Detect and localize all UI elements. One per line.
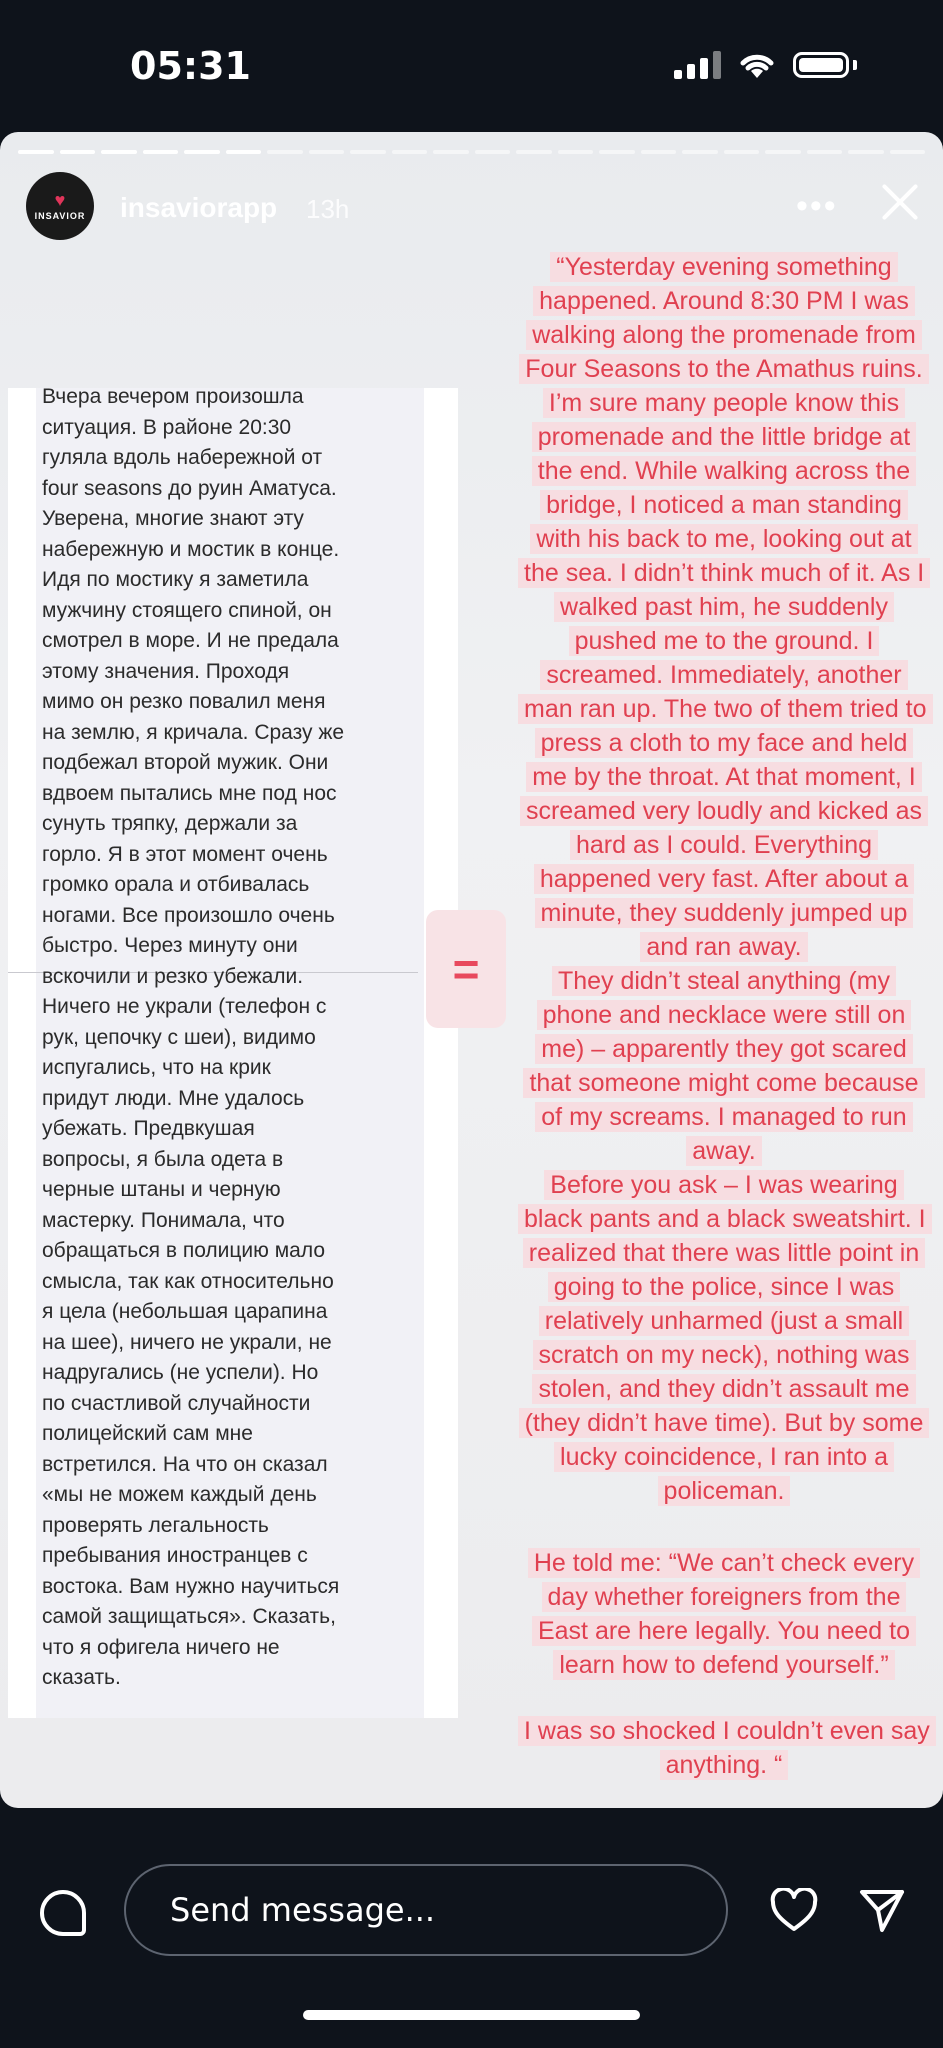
translation-paragraph-4: He told me: “We can’t check every day whether foreigners from the East are here legally. You need to learn how to defend yourself.” xyxy=(518,1546,930,1682)
heart-icon[interactable] xyxy=(770,1888,818,1932)
story-progress-segment xyxy=(267,150,303,154)
story-progress-segment xyxy=(848,150,884,154)
translation-paragraph-2: They didn’t steal anything (my phone and necklace were still on me) – apparently they got scared that someone might come because of my screams. I managed to run away. xyxy=(518,964,930,1168)
equals-sign: = xyxy=(426,910,506,1028)
story-progress-segment xyxy=(433,150,469,154)
battery-icon xyxy=(793,52,849,78)
story-progress-segment xyxy=(226,150,262,154)
status-icons xyxy=(674,50,857,80)
battery-tip xyxy=(853,60,857,70)
story-progress-segment xyxy=(558,150,594,154)
camera-icon[interactable] xyxy=(40,1890,86,1936)
russian-message-text: Вчера вечером произошла ситуация. В районе 20:30 гуляла вдоль набережной от four seasons до руин Аматуса. Уверена, многие знают эту набережную и мостик в конце. Идя по мостику я заметила мужчину стоящего спиной, он смотрел в море. И не предала этому значения. Проходя мимо он резко повалил меня на землю, я кричала. Сразу же подбежал второй мужик. Они вдвоем пытались мне под нос сунуть тряпку, держали за горло. Я в этот момент очень громко орала и отбивалась ногами. Все произошло очень быстро. Через минуту они вскочили и резко убежали. Ничего не украли (телефон с рук, цепочку с шеи), видимо испугались, что на крик придут люди. Мне удалось убежать. Предвкушая вопросы, я была одета в черные штаны и черную мастерку. Понимала, что обращаться в полицию мало смысла, так как относительно я цела (небольшая царапина на шее), ничего не украли, не надругались (не успели). Но по счастливой случайности полицейский сам мне встретился. На что он сказал «мы не можем каждый день проверять легальность пребывания иностранцев с востока. Вам нужно научиться самой защищаться». Сказать, что я офигела ничего не сказать. xyxy=(42,385,345,1689)
status-time: 05:31 xyxy=(130,44,251,88)
story-progress-segment xyxy=(807,150,843,154)
story-progress-bar xyxy=(18,150,925,154)
translation-paragraph-3: Before you ask – I was wearing black pants and a black sweatshirt. I realized that there was little point in going to the police, since I was relatively unharmed (just a small scratch on my neck), nothing was stolen, and they didn’t assault me (they didn’t have time). But by some lucky coincidence, I ran into a policeman. xyxy=(518,1168,930,1508)
story-progress-segment xyxy=(890,150,926,154)
translation-paragraph-5: I was so shocked I couldn’t even say anything. “ xyxy=(518,1714,930,1782)
wifi-icon xyxy=(737,50,777,80)
send-icon[interactable] xyxy=(858,1886,906,1934)
story-progress-segment xyxy=(641,150,677,154)
story-progress-segment xyxy=(350,150,386,154)
translation-paragraph-1: “Yesterday evening something happened. Around 8:30 PM I was walking along the promenade from Four Seasons to the Amathus ruins. I’m sure many people know this promenade and the little bridge at the end. While walking across the bridge, I noticed a man standing with his back to me, looking out at the sea. I didn’t think much of it. As I walked past him, he suddenly pushed me to the ground. I screamed. Immediately, another man ran up. The two of them tried to press a cloth to my face and held me by the throat. At that moment, I screamed very loudly and kicked as hard as I could. Everything happened very fast. After about a minute, they suddenly jumped up and ran away. xyxy=(518,250,930,964)
story-progress-segment xyxy=(765,150,801,154)
cellular-signal-icon xyxy=(674,51,721,79)
avatar-brand-text: INSAVIOR xyxy=(34,211,86,221)
story-progress-segment xyxy=(60,150,96,154)
story-progress-segment xyxy=(143,150,179,154)
more-options-icon[interactable]: ••• xyxy=(796,187,838,225)
story-progress-segment xyxy=(392,150,428,154)
avatar[interactable] xyxy=(26,172,94,240)
story-progress-segment xyxy=(682,150,718,154)
story-progress-segment xyxy=(516,150,552,154)
story-progress-segment xyxy=(599,150,635,154)
logo-heart-icon: ♥ xyxy=(54,190,66,210)
close-icon[interactable] xyxy=(876,178,924,226)
username[interactable]: insaviorapp xyxy=(120,192,278,223)
home-indicator[interactable] xyxy=(303,2010,640,2020)
send-message-input[interactable]: Send message... xyxy=(124,1864,728,1956)
story-progress-segment xyxy=(309,150,345,154)
story-progress-segment xyxy=(724,150,760,154)
story-progress-segment xyxy=(475,150,511,154)
story-progress-segment xyxy=(101,150,137,154)
story-progress-segment xyxy=(184,150,220,154)
post-time: 13h xyxy=(306,194,350,224)
story-progress-segment xyxy=(18,150,54,154)
